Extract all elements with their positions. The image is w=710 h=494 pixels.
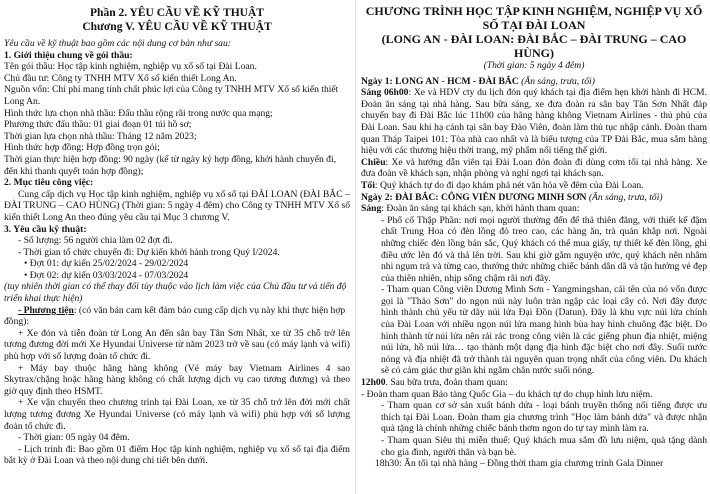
program-route: (LONG AN - ĐÀI LOAN: ĐÀI BẮC – ĐÀI TRUNG – CAO HÙNG) bbox=[381, 32, 687, 60]
day-2-item: - Tham quan Công viên Dương Minh Sơn - Yangmingshan, cái tên của nó vốn được gọi là "Thảo Sơn" do ngọn núi này luôn tràn ngập các loại cây cỏ. Nơi đây được hình thành chủ yếu từ dãy núi lửa Đại Đồn (Datun). Đây là khu vực núi lửa chính của Đài Loan với nhiều ngọn núi lửa mang hình bùa hay hình chuông đặc biệt. Do hình thành từ núi lửa nên rải rác trong công viên là các giếng phun địa nhiệt, miệng núi lửa, hồ núi lửa… tạo thành một dạng địa hình đặc biệt cho nơi đây. Suối nước nóng và địa nhiệt đã trở thành tài nguyên quan trọng nhất của công viên. Du khách sẽ có cảm giác thư giãn khi ngâm chân nước suối nóng. bbox=[381, 284, 707, 377]
left-page bbox=[4, 0, 350, 494]
day-2-heading bbox=[361, 192, 707, 204]
section-1-line: Hình thức lựa chọn nhà thầu: Đấu thầu rộng rãi trong nước qua mạng; bbox=[4, 107, 273, 119]
transport-paragraph bbox=[4, 305, 350, 328]
program-duration: (Thời gian: 5 ngày 4 đêm) bbox=[483, 60, 585, 71]
transport-rest: : (có văn bản cam kết đảm bảo cung cấp dịch vụ này khi thực hiện hợp đồng): bbox=[4, 304, 346, 328]
day-1-night bbox=[361, 180, 707, 192]
day-1-meals: (Ăn sáng, trưa, tối) bbox=[518, 75, 595, 87]
noon-line bbox=[361, 377, 707, 389]
trip-date-1: • Đợt 01: dự kiến 25/02/2024 - 29/02/2024 bbox=[24, 258, 189, 270]
noon-item: - Tham quan Siêu thị miễn thuế: Quý khách mua sắm đồ lưu niệm, quà tặng dành cho gia đình, người thân và bạn bè. bbox=[381, 435, 707, 458]
day-2-item: - Phố cổ Thập Phần: nơi mọi người thường đến để thả thiên đăng, với thiết kế đậm chất Trung Hoa có đèn lồng đỏ treo cao, các hàng ăn, trà quán khắp nơi. Ngoài những chiếc đèn lồng bản sắc, Quý khách có thể mua giấy, tự thiết kế đèn lồng, ghi điều ước lên đó và thả lên trời. Sau khi giờ gắm nguyện ước, quý khách nên nhâm nhi ngụm trà và từng cao, thưởng thức những chiếc bánh dân dã và tận hưởng vẻ đẹp của thiên nhiên, nhịp sống chậm rãi nơi đây. bbox=[381, 214, 707, 284]
section-1-line: Chủ đầu tư: Công ty TNHH MTV Xổ số kiến thiết Long An. bbox=[4, 72, 237, 84]
day-1-morning-text: : Xe và HDV cty du lịch đón quý khách tại địa điểm hẹn khởi hành đi HCM. Đoàn ăn sáng tại nhà hàng. Sau bữa sáng, xe đưa đoàn ra sân bay Tân Sơn Nhất đáp chuyến bay đi Đài Bắc lúc 11h00 của hãng hàng không Vietnam Airlines - thủ phủ của Đài Loan. Sau khi hạ cánh tại sân bay Đào Viên, đoàn làm thủ tục nhập cảnh. Đoàn tham quan Tháp Taipei 101: Tòa nhà cao nhất và là biểu tượng của TP Đài Bắc, mua sắm hàng hiệu với các thương hiệu thời trang, mỹ phẩm nổi tiếng thế giới. bbox=[361, 87, 707, 157]
day-1-morning bbox=[361, 87, 707, 157]
day-1-morning-label: Sáng 06h00 bbox=[361, 87, 409, 99]
trip-date-2: • Đợt 02: dự kiến 03/03/2024 - 07/03/2024 bbox=[24, 269, 189, 281]
part-title: Phần 2. YÊU CẦU VỀ KỸ THUẬT bbox=[90, 7, 264, 19]
noon-item: - Tham quan cơ sở sản xuất bánh dứa - loại bánh truyền thống nổi tiếng được ưu thích tại Đài Loan. Đoàn tham gia chương trình "Học làm bánh dứa" và được nhận quà tặng là chính những chiếc bánh thơm ngon do tự tay mình làm ra. bbox=[381, 400, 707, 435]
day-1-night-label: Tối bbox=[361, 179, 375, 191]
day-1-afternoon-text: : Xe và hướng dẫn viên tại Đài Loan đón đoàn đi dùng cơm tối tại nhà hàng. Xe đưa đoàn về khách sạn, nhận phòng và nghỉ ngơi tại khách sạn. bbox=[361, 156, 707, 180]
section-2-heading: 2. Mục tiêu công việc: bbox=[4, 177, 94, 189]
evening-line: 18h30: Ăn tối tại nhà hàng – Đồng thời tham gia chương trình Gala Dinner bbox=[375, 458, 664, 470]
section-2-text: Cung cấp dịch vụ Học tập kinh nghiệm, nghiệp vụ xổ số tại ĐÀI LOAN (ĐÀI BẮC – ĐÀI TRUNG – CAO HÙNG) (Thời gian: 5 ngày 4 đêm) cho Công ty TNHH MTV Xổ số kiến thiết Long An theo đúng yêu cầu tại Mục 3 chương V. bbox=[4, 188, 350, 223]
day-1-afternoon bbox=[361, 157, 707, 180]
day-2-morning bbox=[361, 203, 707, 215]
section-3-heading: 3. Yêu cầu kỹ thuật: bbox=[4, 223, 87, 235]
duration-line: - Thời gian: 05 ngày 04 đêm. bbox=[18, 432, 130, 444]
schedule-note: (tuy nhiên thời gian có thể thay đổi tùy thuộc vào lịch làm việc của Chủ đầu tư và tiến độ triển khai thực hiện) bbox=[4, 281, 347, 305]
section-1-list bbox=[4, 61, 350, 177]
noon-label: 12h00 bbox=[361, 377, 386, 389]
intro-text: Yêu cầu về kỹ thuật bao gồm các nội dung cơ bản như sau: bbox=[4, 38, 231, 49]
section-1-line: Phương thức đấu thầu: 01 giai đoạn 01 túi hồ sơ; bbox=[4, 119, 192, 131]
day-2-morning-text: : Đoàn ăn sáng tại khách sạn, khởi hành tham quan: bbox=[381, 203, 580, 215]
section-1-line: Nguồn vốn: Chi phí mang tính chất phúc lợi của Công ty TNHH MTV Xổ số kiến thiết Long An. bbox=[4, 84, 339, 107]
day-2-meals: (Ăn sáng, trưa, tối) bbox=[586, 191, 663, 203]
section-1-line: Thời gian thực hiện hợp đồng: 90 ngày (kể từ ngày ký hợp đồng, khởi hành chuyến đi, đến khi thanh quyết toán hợp đồng); bbox=[4, 153, 337, 177]
page-divider bbox=[355, 0, 356, 494]
day-1-afternoon-label: Chiều bbox=[361, 156, 386, 168]
day-1-title: Ngày 1: LONG AN - HCM - ĐÀI BẮC bbox=[361, 75, 519, 87]
section-1-line: Thời gian lựa chọn nhà thầu: Tháng 12 năm 2023; bbox=[4, 130, 197, 142]
day-1-heading bbox=[361, 76, 707, 88]
section-1-line: Tên gói thầu: Học tập kinh nghiệm, nghiệp vụ xổ số tại Đài Loan. bbox=[4, 61, 257, 73]
noon-text: . Sau bữa trưa, đoàn tham quan: bbox=[385, 377, 508, 389]
program-title: CHƯƠNG TRÌNH HỌC TẬP KINH NGHIỆM, NGHIỆP VỤ XỔ SỐ TẠI ĐÀI LOAN bbox=[365, 4, 703, 32]
transport-item: + Xe vận chuyển theo chương trình tại Đài Loan, xe từ 35 chỗ trở lên đời mới chất lượng tương đương Xe Hyundai Universe (có máy lạnh và wifi) phù hợp với số lượng đoàn tổ chức đi. bbox=[4, 397, 350, 432]
section-1-line: Hình thức hợp đồng: Hợp đồng trọn gói; bbox=[4, 142, 160, 154]
day-2-title: Ngày 2: ĐÀI BẮC: CÔNG VIÊN DƯƠNG MINH SƠN bbox=[361, 191, 587, 203]
chapter-title: Chương V. YÊU CẦU VỀ KỸ THUẬT bbox=[82, 21, 272, 33]
day-2-morning-label: Sáng bbox=[361, 203, 382, 215]
right-page bbox=[361, 0, 707, 494]
day-1-night-text: : Quý khách tự do đi dạo khám phá nét văn hóa về đêm của Đài Loan. bbox=[374, 179, 644, 191]
noon-item: - Đoàn tham quan Bảo tàng Quốc Gia – du khách tự do chụp hình lưu niệm. bbox=[361, 388, 653, 400]
section-1-heading: 1. Giới thiệu chung về gói thầu: bbox=[4, 49, 133, 61]
itinerary-line: - Lịch trình đi: Bao gồm 01 điểm Học tập kinh nghiệm, nghiệp vụ xổ số tại địa điểm bắt kỳ ở Đài Loan và theo nội dung chi tiết bên dưới. bbox=[4, 443, 350, 467]
transport-item: + Máy bay thuộc hãng hàng không (Vé máy bay Vietnam Airlines 4 sao Skytrax/chặng hoặc hãng hàng không có chất lượng dịch vụ cao tương đương) và theo giờ quy định theo HSMT. bbox=[4, 362, 350, 397]
transport-item: + Xe đón và tiễn đoàn từ Long An đến sân bay Tân Sơn Nhất, xe từ 35 chỗ trở lên tương đương đời mới Xe Hyundai Universe từ năm 2023 trở về sau (có máy lạnh và wifi) phù hợp với số lượng đoàn tổ chức đi. bbox=[4, 327, 350, 363]
schedule-line: - Thời gian tổ chức chuyến đi: Dự kiến khởi hành trong Quý I/2024. bbox=[18, 246, 280, 258]
quantity-line: - Số lượng: 56 người chia làm 02 đợt đi. bbox=[18, 235, 173, 247]
transport-label: - Phương tiện bbox=[18, 304, 74, 316]
